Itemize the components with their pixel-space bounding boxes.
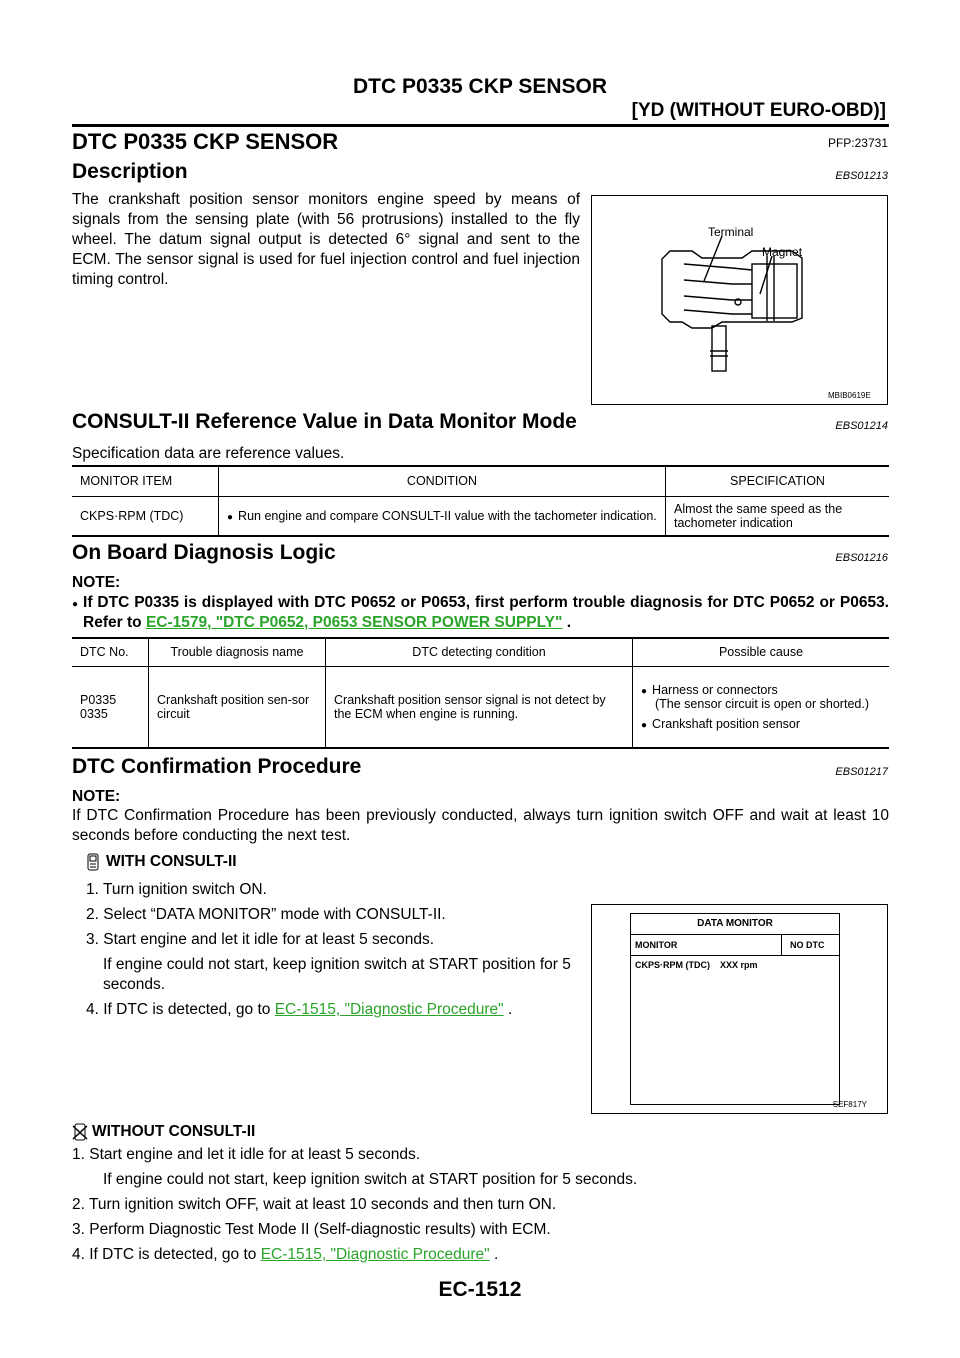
obd-table xyxy=(72,637,889,749)
terminal-label: Terminal xyxy=(708,225,754,239)
monitor-row: CKPS·RPM (TDC) XXX rpm xyxy=(635,960,758,970)
step-4 xyxy=(72,1245,889,1265)
without-consult-text: WITHOUT CONSULT-II xyxy=(92,1123,256,1140)
with-consult-steps xyxy=(86,880,581,1025)
step-3-detail: If engine could not start, keep ignition switch at START position for 5 seconds. xyxy=(103,956,571,993)
main-title: DTC P0335 CKP SENSOR xyxy=(72,129,339,154)
obd-note-end: . xyxy=(566,614,571,631)
step-2: 2. Turn ignition switch OFF, wait at least 10 seconds and then turn ON. xyxy=(72,1196,557,1213)
step-4-end: . xyxy=(507,1001,513,1018)
detecting-condition: Crankshaft position sensor signal is not detect by the ECM when engine is running. xyxy=(326,666,633,748)
description-code: EBS01213 xyxy=(835,170,888,182)
page-header-title: DTC P0335 CKP SENSOR xyxy=(352,75,608,98)
bullet-icon xyxy=(641,717,652,731)
step-4-end: . xyxy=(493,1246,499,1263)
col-dtc-no: DTC No. xyxy=(72,638,149,666)
obd-note-label: NOTE: xyxy=(72,574,121,591)
obd-code: EBS01216 xyxy=(835,552,888,564)
obd-note-link[interactable]: EC-1579, "DTC P0652, P0653 SENSOR POWER SUPPLY" xyxy=(145,614,563,631)
crankshaft-sensor-illustration xyxy=(592,196,887,404)
magnet-label: Magnet xyxy=(762,245,803,259)
confirm-heading: DTC Confirmation Procedure xyxy=(72,755,362,778)
bullet-icon xyxy=(641,683,652,697)
no-consult-tool-icon xyxy=(72,1123,88,1141)
dtc-number-1: P0335 xyxy=(80,692,117,707)
step-4 xyxy=(86,1000,581,1020)
data-monitor-figure xyxy=(591,904,888,1114)
trouble-name: Crankshaft position sen-sor circuit xyxy=(149,666,326,748)
step-1-detail: If engine could not start, keep ignition switch at START position for 5 seconds. xyxy=(103,1171,638,1188)
monitor-item: CKPS·RPM (TDC) xyxy=(72,496,219,536)
step-4-text: 4. If DTC is detected, go to xyxy=(72,1246,257,1263)
confirm-code: EBS01217 xyxy=(835,766,888,778)
consult-code: EBS01214 xyxy=(835,420,888,432)
condition-cell xyxy=(219,496,666,536)
step-1 xyxy=(72,1145,889,1190)
col-specification: SPECIFICATION xyxy=(730,474,825,489)
monitor-col-1: MONITOR xyxy=(631,935,782,955)
dtc-number xyxy=(72,666,149,748)
table-row xyxy=(72,666,889,748)
step-4-link[interactable]: EC-1515, "Diagnostic Procedure" xyxy=(260,1246,490,1263)
step-2: 2. Select “DATA MONITOR” mode with CONSULT-II. xyxy=(86,906,446,923)
consult-tool-icon xyxy=(86,853,100,871)
table-header-row xyxy=(72,638,889,666)
step-3 xyxy=(86,930,581,995)
monitor-figure-code: SEF817Y xyxy=(832,1100,867,1109)
cause-1-detail: (The sensor circuit is open or shorted.) xyxy=(655,696,869,711)
obd-heading: On Board Diagnosis Logic xyxy=(72,541,336,564)
page-number: EC-1512 xyxy=(438,1278,522,1301)
bullet-icon xyxy=(72,593,83,633)
figure-code: MBIB0619E xyxy=(828,391,871,400)
col-monitor-item: MONITOR ITEM xyxy=(72,466,219,496)
col-condition: CONDITION xyxy=(219,466,666,496)
obd-note-text: If DTC P0335 is displayed with DTC P0652 or P0653, first perform trouble diagnosis for DTC P0652 or P0653. Refer to xyxy=(83,594,889,631)
cause-2: Crankshaft position sensor xyxy=(652,716,801,731)
without-consult-label xyxy=(72,1122,255,1142)
monitor-col-2: NO DTC xyxy=(790,940,825,950)
confirm-note-text: If DTC Confirmation Procedure has been previously conducted, always turn ignition switch OFF and wait at least 10 seconds before conducting the next test. xyxy=(72,807,889,844)
page-header-subtitle: [YD (WITHOUT EURO-OBD)] xyxy=(631,100,886,121)
possible-cause xyxy=(633,666,890,748)
step-3-text: 3. Start engine and let it idle for at least 5 seconds. xyxy=(86,931,435,948)
dtc-number-2: 0335 xyxy=(80,706,108,721)
bullet-icon xyxy=(227,509,238,523)
without-consult-steps xyxy=(72,1145,889,1270)
confirm-note-label: NOTE: xyxy=(72,788,121,805)
consult-heading: CONSULT-II Reference Value in Data Monitor Mode xyxy=(72,410,577,433)
cause-1: Harness or connectors xyxy=(652,682,778,697)
step-4-link[interactable]: EC-1515, "Diagnostic Procedure" xyxy=(274,1001,504,1018)
monitor-header-row xyxy=(631,935,839,956)
description-heading: Description xyxy=(72,160,188,183)
step-4-text: 4. If DTC is detected, go to xyxy=(86,1001,271,1018)
with-consult-label xyxy=(86,852,237,872)
col-trouble-name: Trouble diagnosis name xyxy=(149,638,326,666)
description-text: The crankshaft position sensor monitors engine speed by means of signals from the sensing plate (with 56 protrusions) installed to the fly wheel. The datum signal output is detected 6° signal and sent to the ECM. The sensor signal is used for fuel injection control and fuel injection timing control. xyxy=(72,191,580,288)
obd-note xyxy=(72,593,889,633)
sensor-figure xyxy=(591,195,888,405)
with-consult-text: WITH CONSULT-II xyxy=(106,853,237,870)
condition-text: Run engine and compare CONSULT-II value with the tachometer indication. xyxy=(238,508,657,523)
table-header-row xyxy=(72,466,889,496)
step-1: 1. Turn ignition switch ON. xyxy=(86,881,267,898)
step-1-text: 1. Start engine and let it idle for at least 5 seconds. xyxy=(72,1146,421,1163)
table-row xyxy=(72,496,889,536)
data-monitor-screen xyxy=(630,913,840,1105)
col-possible-cause: Possible cause xyxy=(718,645,804,660)
col-detecting-condition: DTC detecting condition xyxy=(326,638,633,666)
header-rule xyxy=(72,124,889,127)
consult-table xyxy=(72,465,889,537)
specification-cell: Almost the same speed as the tachometer indication xyxy=(674,501,843,530)
consult-note: Specification data are reference values. xyxy=(72,445,345,462)
pfp-code: PFP:23731 xyxy=(827,136,888,150)
monitor-title: DATA MONITOR xyxy=(631,914,839,935)
step-3: 3. Perform Diagnostic Test Mode II (Self-diagnostic results) with ECM. xyxy=(72,1221,551,1238)
